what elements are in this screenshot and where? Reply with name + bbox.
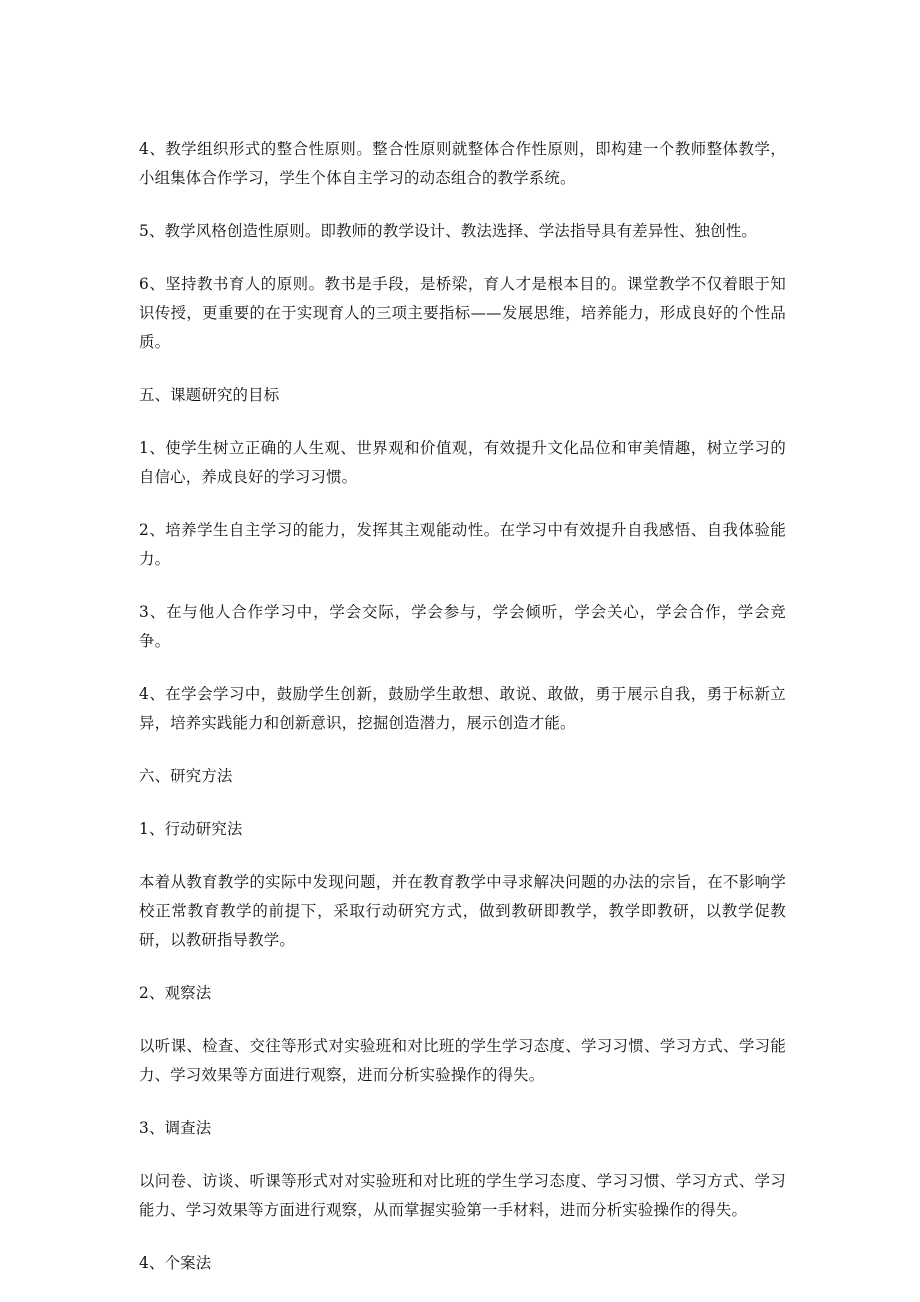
method-heading-action-research: 1、行动研究法	[139, 820, 243, 838]
paragraph-action-research: 本着从教育教学的实际中发现问题，并在教育教学中寻求解决问题的办法的宗旨，在不影响学校正常教育教学的前提下，采取行动研究方式，做到教研即教学，教学即教研，以教学促教研，以教研指导教学。	[139, 873, 786, 949]
paragraph-principle-4: 4、教学组织形式的整合性原则。整合性原则就整体合作性原则，即构建一个教师整体教学，小组集体合作学习，学生个体自主学习的动态组合的教学系统。	[139, 140, 786, 187]
paragraph-principle-6: 6、坚持教书育人的原则。教书是手段，是桥梁，育人才是根本目的。课堂教学不仅着眼于知识传授，更重要的在于实现育人的三项主要指标——发展思维，培养能力，形成良好的个性品质。	[139, 275, 786, 351]
method-heading-case-study: 4、个案法	[139, 1254, 212, 1272]
section-heading-goals: 五、课题研究的目标	[139, 386, 280, 404]
paragraph-goal-2: 2、培养学生自主学习的能力，发挥其主观能动性。在学习中有效提升自我感悟、自我体验能力。	[139, 521, 786, 568]
paragraph-goal-1: 1、使学生树立正确的人生观、世界观和价值观，有效提升文化品位和审美情趣，树立学习的自信心，养成良好的学习习惯。	[139, 439, 786, 486]
paragraph-principle-5: 5、教学风格创造性原则。即教师的教学设计、教法选择、学法指导具有差异性、独创性。	[139, 222, 758, 240]
paragraph-observation: 以听课、检查、交往等形式对实验班和对比班的学生学习态度、学习习惯、学习方式、学习能力、学习效果等方面进行观察，进而分析实验操作的得失。	[139, 1037, 786, 1084]
document-body	[139, 135, 786, 1302]
paragraph-survey: 以问卷、访谈、听课等形式对对实验班和对比班的学生学习态度、学习习惯、学习方式、学习能力、学习效果等方面进行观察，从而掌握实验第一手材料，进而分析实验操作的得失。	[139, 1172, 786, 1219]
method-heading-survey: 3、调查法	[139, 1119, 212, 1137]
method-heading-observation: 2、观察法	[139, 984, 212, 1002]
paragraph-goal-4: 4、在学会学习中，鼓励学生创新，鼓励学生敢想、敢说、敢做，勇于展示自我，勇于标新立异，培养实践能力和创新意识，挖掘创造潜力，展示创造才能。	[139, 685, 786, 732]
paragraph-goal-3: 3、在与他人合作学习中，学会交际，学会参与，学会倾听，学会关心，学会合作，学会竞争。	[139, 603, 786, 650]
section-heading-methods: 六、研究方法	[139, 767, 233, 785]
